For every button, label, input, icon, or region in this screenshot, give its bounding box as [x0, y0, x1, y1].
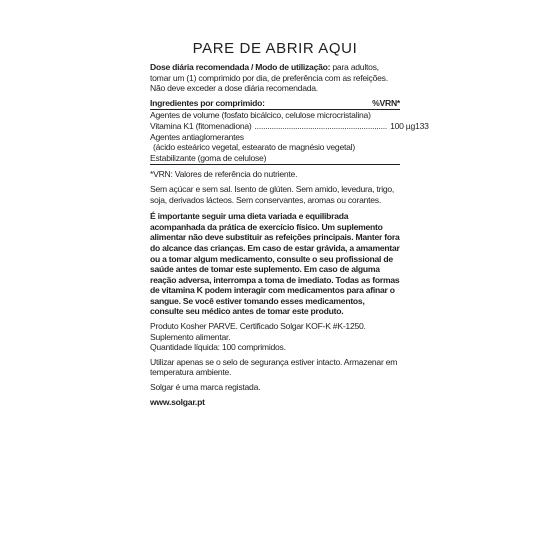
ingredient-anticaking-label: Agentes antiaglomerantes [150, 131, 244, 142]
ingredient-vitamin-k1-vrn: 133 [415, 120, 429, 131]
dose-paragraph [150, 62, 400, 94]
dose-label: Dose diária recomendada / Modo de utilização: [150, 62, 331, 72]
ingredient-anticaking-detail: (ácido esteárico vegetal, estearato de magnésio vegetal) [153, 142, 355, 153]
ingredient-vitamin-k1-amount: 100 µg [390, 120, 416, 131]
ingredient-stabilizer: Estabilizante (goma de celulose) [150, 153, 400, 166]
trademark-text: Solgar é uma marca registada. [150, 382, 261, 393]
ingredients-section [150, 97, 429, 166]
website-link: www.solgar.pt [150, 396, 205, 407]
page-title: PARE DE ABRIR AQUI [192, 40, 358, 57]
dose-text: para adultos, tomar um (1) comprimido por dia, de preferência com as refeições. Não deve exceder a dose diária recomendada. [150, 62, 388, 94]
product-type: Suplemento alimentar. [150, 331, 231, 342]
free-from-text: Sem açúcar e sem sal. Isento de glúten. Sem amido, levedura, trigo, soja, derivados lácteos. Sem conservantes, aromas ou corantes. [150, 183, 395, 205]
product-info [150, 321, 400, 353]
ingredients-header-label: Ingredientes por comprimido: [150, 97, 265, 108]
storage-text: Utilizar apenas se o selo de segurança estiver intacto. Armazenar em temperatura ambiente. [150, 356, 398, 378]
ingredient-vitamin-k1-row [150, 120, 429, 132]
warning-text: É importante seguir uma dieta variada e equilibrada acompanhada da prática de exercício físico. Um suplemento alimentar não deve substituir as refeições principais. Manter fora do alcance das crianças. Em caso de estar grávida, a amamentar ou a tomar algum medicamento, consulte o seu profissional de saúde antes de tomar este suplemento. Em caso de alguma reação adversa, interrompa a toma de imediato. Todas as formas de vitamina K podem interagir com medicamentos para afinar o sangue. Se você estiver tomando esses medicamentos, consulte seu médico antes de tomar este produto. [150, 211, 400, 317]
ingredient-vitamin-k1-name: Vitamina K1 (fitomenadiona) [150, 120, 252, 131]
kosher-certification: Produto Kosher PARVE. Certificado Solgar KOF-K #K-1250. [150, 321, 366, 332]
leader-dots: .............................................................. [254, 120, 388, 131]
vrn-note: *VRN: Valores de referência do nutriente. [150, 169, 298, 180]
ingredients-header [150, 98, 400, 111]
net-quantity: Quantidade líquida: 100 comprimidos. [150, 342, 286, 353]
vrn-column-header: %VRN* [372, 97, 400, 108]
supplement-label [150, 40, 429, 407]
ingredient-bulking-agents: Agentes de volume (fosfato bicálcico, celulose microcristalina) [150, 110, 371, 121]
